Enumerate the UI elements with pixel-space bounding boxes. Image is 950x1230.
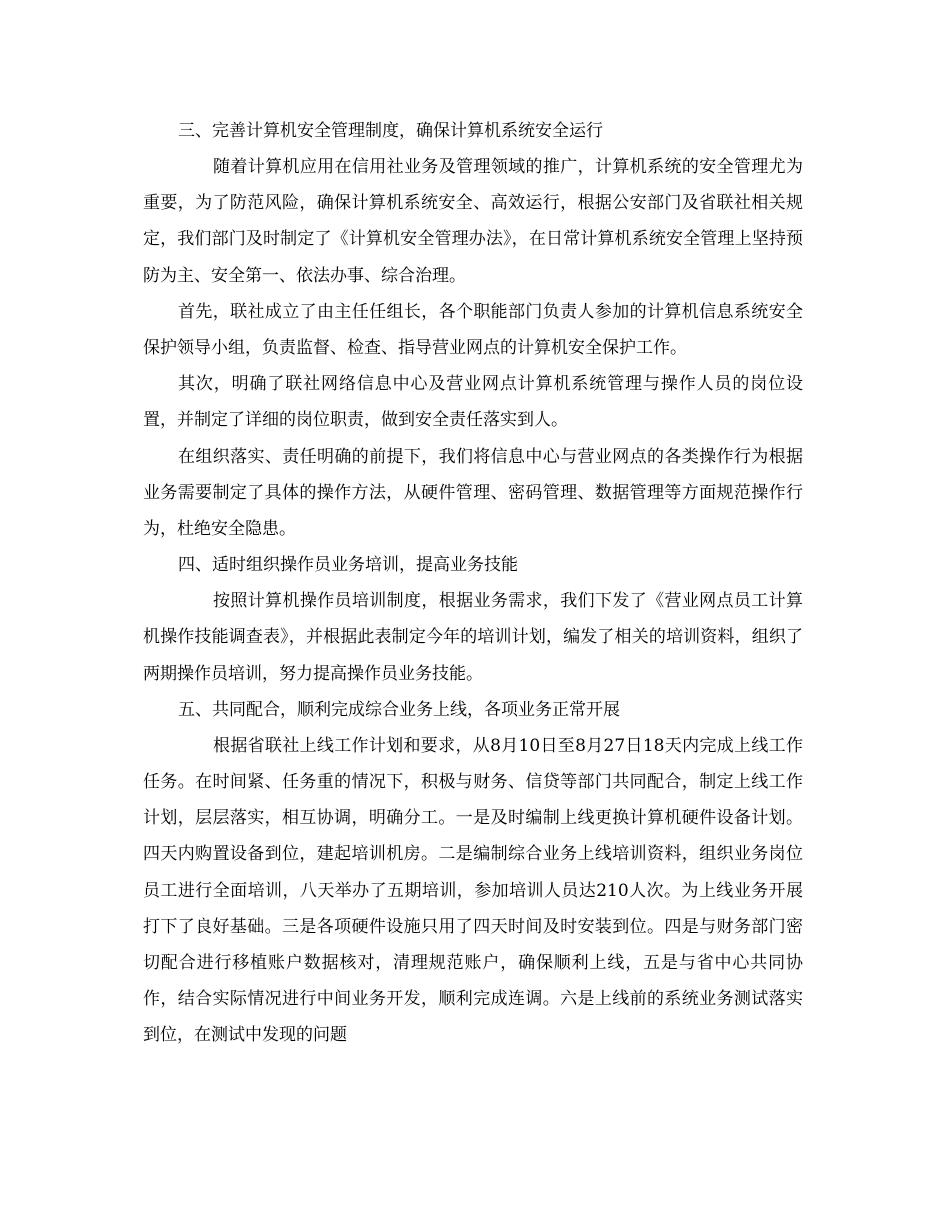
paragraph: 其次，明确了联社网络信息中心及营业网点计算机系统管理与操作人员的岗位设置，并制定了详细的岗位职责，做到安全责任落实到人。 xyxy=(143,374,803,431)
paragraph: 按照计算机操作员培训制度，根据业务需求，我们下发了《营业网点员工计算机操作技能调查表》，并根据此表制定今年的培训计划，编发了相关的培训资料，组织了两期操作员培训，努力提高操作员业务技能。 xyxy=(143,591,803,684)
section-heading-3: 三、完善计算机安全管理制度，确保计算机系统安全运行 xyxy=(178,121,603,141)
document-body xyxy=(143,113,803,1054)
paragraph: 根据省联社上线工作计划和要求，从8月10日至8月27日18天内完成上线工作任务。在时间紧、任务重的情况下，积极与财务、信贷等部门共同配合，制定上线工作计划，层层落实，相互协调，明确分工。一是及时编制上线更换计算机硬件设备计划。四天内购置设备到位，建起培训机房。二是编制综合业务上线培训资料，组织业务岗位员工进行全面培训，八天举办了五期培训，参加培训人员达210人次。为上线业务开展打下了良好基础。三是各项硬件设施只用了四天时间及时安装到位。四是与财务部门密切配合进行移植账户数据核对，清理规范账户，确保顺利上线，五是与省中心共同协作，结合实际情况进行中间业务开发，顺利完成连调。六是上线前的系统业务测试落实到位，在测试中发现的问题 xyxy=(143,735,803,1046)
paragraph: 在组织落实、责任明确的前提下，我们将信息中心与营业网点的各类操作行为根据业务需要制定了具体的操作方法，从硬件管理、密码管理、数据管理等方面规范操作行为，杜绝安全隐患。 xyxy=(143,446,803,540)
paragraph: 随着计算机应用在信用社业务及管理领域的推广，计算机系统的安全管理尤为重要，为了防范风险，确保计算机系统安全、高效运行，根据公安部门及省联社相关规定，我们部门及时制定了《计算机安全管理办法》，在日常计算机系统安全管理上坚持预防为主、安全第一、依法办事、综合治理。 xyxy=(143,157,803,286)
section-heading-5: 五、共同配合，顺利完成综合业务上线，各项业务正常开展 xyxy=(178,699,620,720)
paragraph: 首先，联社成立了由主任任组长，各个职能部门负责人参加的计算机信息系统安全保护领导小组，负责监督、检查、指导营业网点的计算机安全保护工作。 xyxy=(143,301,803,359)
section-heading-4: 四、适时组织操作员业务培训，提高业务技能 xyxy=(178,555,518,576)
